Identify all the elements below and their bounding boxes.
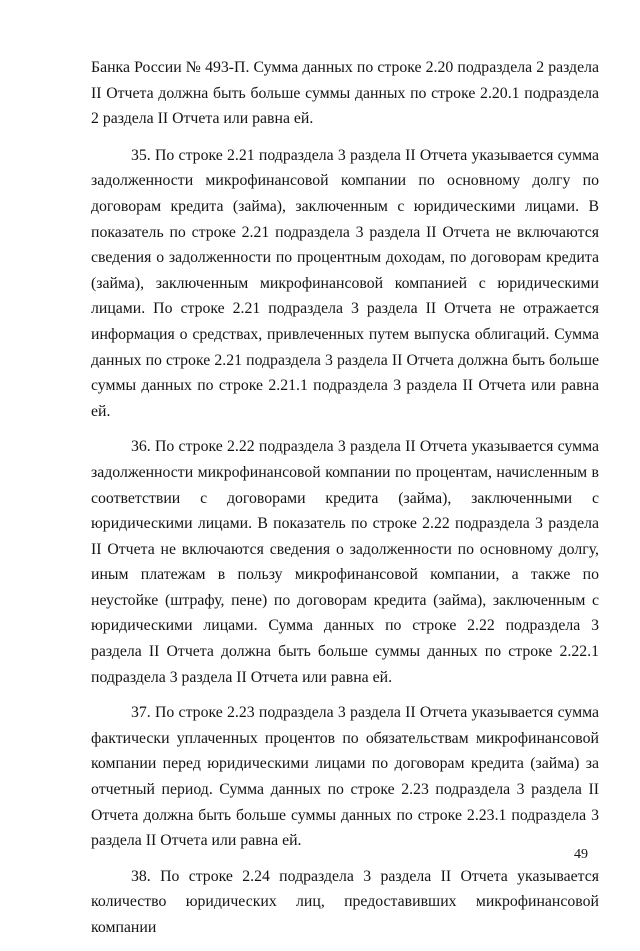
paragraph-38: 38. По строке 2.24 подраздела 3 раздела II Отчета указывается количество юридических лиц, предоставивших микрофинансовой компании [91, 867, 599, 936]
paragraph-36: 36. По строке 2.22 подраздела 3 раздела II Отчета указывается сумма задолженности микрофинансовой компании по процентам, начисленным в соответствии с договорами кредита (займа), заключенными с юридическими лицами. В показатель по строке 2.22 подраздела 3 раздела II Отчета не включаются сведения о задолженности по основному долгу, иным платежам в пользу микрофинансовой компании, а также по неустойке (штрафу, пене) по договорам кредита (займа), заключенным с юридическими лицами. Сумма данных по строке 2.22 подраздела 3 раздела II Отчета должна быть больше суммы данных по строке 2.22.1 подраздела 3 раздела II Отчета или равна ей. [91, 438, 599, 686]
paragraph-35: 35. По строке 2.21 подраздела 3 раздела II Отчета указывается сумма задолженности микрофинансовой компании по основному долгу по договорам кредита (займа), заключенным с юридическими лицами. В показатель по строке 2.21 подраздела 3 раздела II Отчета не включаются сведения о задолженности по процентным доходам, по договорам кредита (займа), заключенным микрофинансовой компанией с юридическими лицами. По строке 2.21 подраздела 3 раздела II Отчета не отражается информация о средствах, привлеченных путем выпуска облигаций. Сумма данных по строке 2.21 подраздела 3 раздела II Отчета должна быть больше суммы данных по строке 2.21.1 подраздела 3 раздела II Отчета или равна ей. [91, 146, 599, 420]
document-body [91, 55, 599, 951]
paragraph-37: 37. По строке 2.23 подраздела 3 раздела II Отчета указывается сумма фактически уплаченных процентов по обязательствам микрофинансовой компании перед юридическими лицами по договорам кредита (займа) за отчетный период. Сумма данных по строке 2.23 подраздела 3 раздела II Отчета должна быть больше суммы данных по строке 2.23.1 подраздела 3 раздела II Отчета или равна ей. [91, 704, 599, 850]
paragraph-continuation: Банка России № 493-П. Сумма данных по строке 2.20 подраздела 2 раздела II Отчета должна быть больше суммы данных по строке 2.20.1 подраздела 2 раздела II Отчета или равна ей. [91, 59, 599, 128]
page-number: 49 [574, 847, 588, 862]
